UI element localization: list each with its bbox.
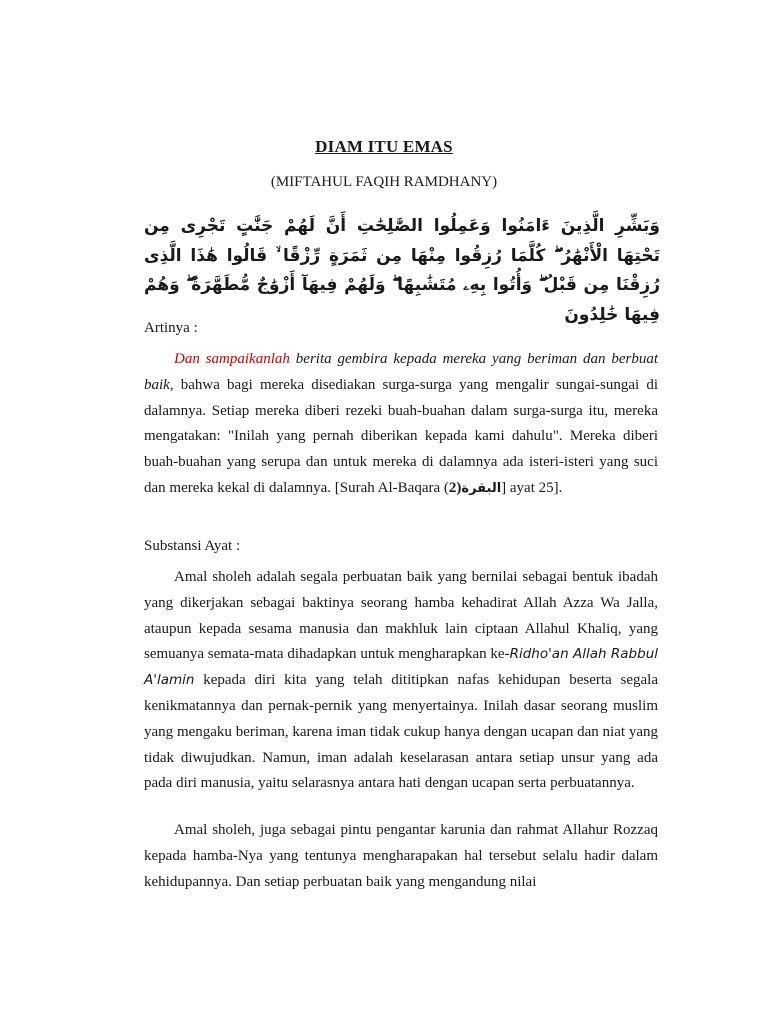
translation-italic-phrase: berita gembira kepada mereka yang beriman dan berbuat baik [144, 351, 659, 393]
artinya-label: Artinya : [144, 320, 198, 336]
surah-close: ) [456, 479, 462, 496]
ayat-reference: ] ayat 25]. [501, 479, 563, 496]
document-author: (MIFTAHUL FAQIH RAMDHANY) [270, 174, 498, 190]
paragraph-amal-sholeh-2: Amal sholeh, juga sebagai pintu pengantar karunia dan rahmat Allahur Rozzaq kepada hamba-Nya yang tentunya mengharapakan hal tersebut selalu hadir dalam kehidupannya. Dan setiap perbuatan baik yang mengandung nilai [144, 822, 658, 890]
document-title: DIAM ITU EMAS [315, 137, 453, 156]
paragraph-1-script-phrase: Ridho'an Allah Rabbul A'lamin [144, 646, 658, 689]
surah-arabic-name: البقرة [461, 480, 502, 496]
surah-number: 2 [448, 479, 457, 496]
arabic-verse: وَبَشِّرِ الَّذِينَ ءَامَنُوا وَعَمِلُوا الصَّٰلِحَٰتِ أَنَّ لَهُمْ جَنَّٰتٍ تَجْرِى مِن تَحْتِهَا الْأَنْهَٰرُ ۖ كُلَّمَا رُزِقُوا مِنْهَا مِن ثَمَرَةٍ رِّزْقًا ۙ قَالُوا هَٰذَا الَّذِى رُزِقْنَا مِن قَبْلُ ۖ وَأُتُوا بِهِۦ مُتَشَٰبِهًا ۖ وَلَهُمْ فِيهَآ أَزْوَٰجٌ مُّطَهَّرَةٌ ۖ وَهُمْ فِيهَا خَٰلِدُونَ [144, 216, 660, 325]
translation-paragraph [144, 347, 658, 502]
translation-body: , bahwa bagi mereka disediakan surga-surga yang mengalir sungai-sungai di dalamnya. Setiap mereka diberi rezeki buah-buahan dalam surga-surga itu, mereka mengatakan: "Inilah yang pernah diberikan kepada kami dahulu". Mereka diberi buah-buahan yang serupa dan untuk mereka di dalamnya ada isteri-isteri yang suci dan mereka kekal di dalamnya. [Surah Al-Baqara ( [144, 376, 658, 496]
paragraph-amal-sholeh [144, 565, 658, 797]
substansi-label: Substansi Ayat : [144, 538, 241, 554]
paragraph-1-part-b: kepada diri kita yang telah dititipkan nafas kehidupan beserta segala kenikmatannya dan pernak-pernik yang menyertainya. Inilah dasar seorang muslim yang mengaku beriman, karena iman tidak cukup hanya dengan ucapan dan niat yang tidak diwujudkan. Namun, iman adalah keselarasan antara setiap unsur yang ada pada diri manusia, yaitu selarasnya antara hati dengan ucapan serta perbuatannya. [144, 672, 658, 792]
paragraph-1-part-a: Amal sholeh adalah segala perbuatan baik yang bernilai sebagai bentuk ibadah yang dikerjakan sebagai baktinya seorang hamba kehadirat Allah Azza Wa Jalla, ataupun kepada sesama manusia dan makhluk lain ciptaan Allahul Khaliq, yang semuanya semata-mata dihadapkan untuk mengharapkan ke- [144, 569, 658, 663]
translation-red-phrase: Dan sampaikanlah [174, 351, 290, 367]
